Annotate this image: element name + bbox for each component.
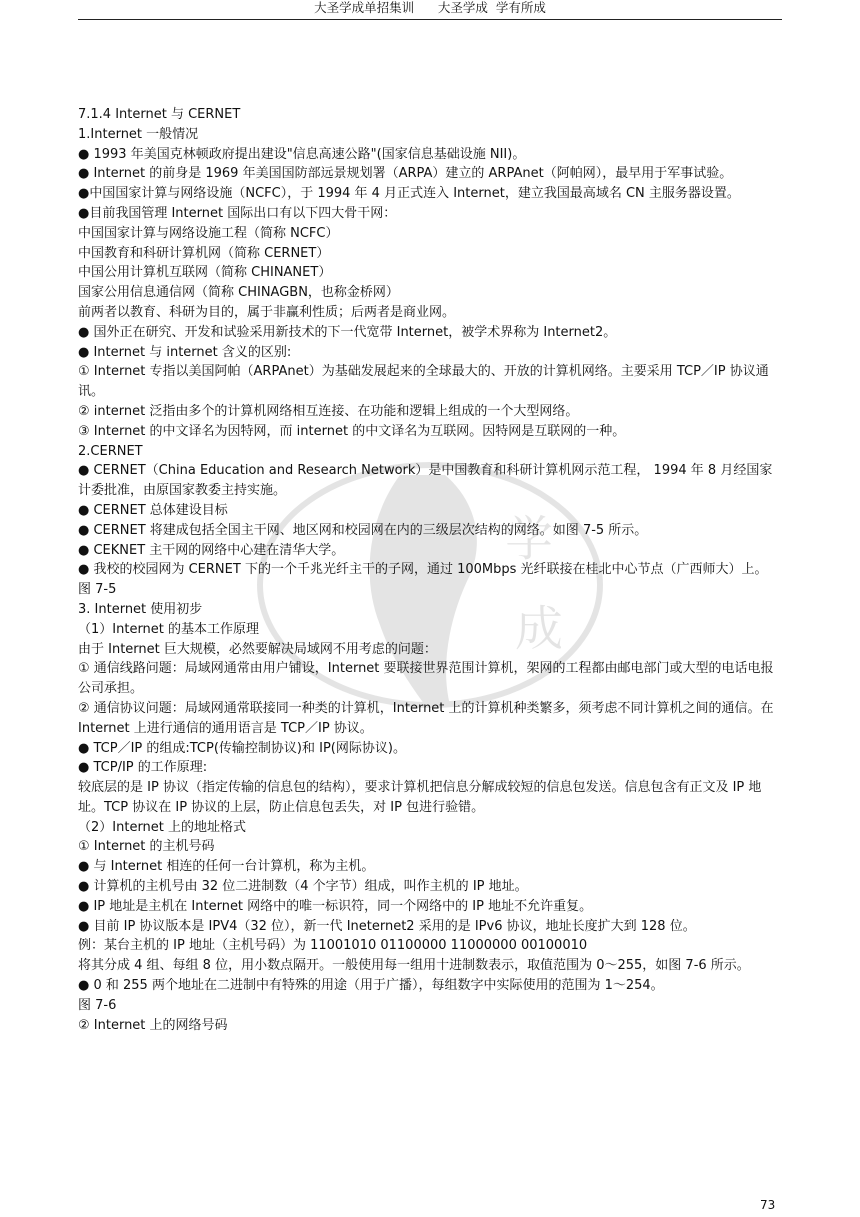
text-line: 3. Internet 使用初步 (78, 601, 203, 617)
text-line: 例：某台主机的 IP 地址（主机号码）为 11001010 01100000 11000000 00100010 (78, 938, 588, 954)
document-body (78, 105, 784, 1035)
text-line: 1.Internet 一般情况 (78, 126, 199, 142)
text-line: 将其分成 4 组、每组 8 位，用小数点隔开。一般使用每一组用十进制数表示，取值范围为 0～255，如图 7-6 所示。 (78, 958, 750, 974)
text-line: ● 0 和 255 两个地址在二进制中有特殊的用途（用于广播），每组数字中实际使用的范围为 1～254。 (78, 978, 664, 994)
text-line: 中国教育和科研计算机网（简称 CERNET） (78, 245, 330, 261)
text-line: ① Internet 专指以美国阿帕（ARPAnet）为基础发展起来的全球最大的、开放的计算机网络。主要采用 TCP／IP 协议通讯。 (78, 364, 769, 400)
text-line: ●中国国家计算与网络设施（NCFC），于 1994 年 4 月正式连入 Internet，建立我国最高域名 CN 主服务器设置。 (78, 186, 740, 202)
text-line: ● TCP/IP 的工作原理: (78, 760, 208, 776)
text-line: ① 通信线路问题：局域网通常由用户铺设，Internet 要联接世界范围计算机，架网的工程都由邮电部门或大型的电话电报公司承担。 (78, 661, 774, 697)
page-header: 大圣学成单招集训 大圣学成 学有所成 (78, 0, 782, 20)
text-line: ● IP 地址是主机在 Internet 网络中的唯一标识符，同一个网络中的 IP 地址不允许重复。 (78, 898, 593, 914)
text-line: ● 国外正在研究、开发和试验采用新技术的下一代宽带 Internet，被学术界称为 Internet2。 (78, 324, 617, 340)
text-line: ● Internet 与 internet 含义的区别: (78, 344, 292, 360)
text-line: ● 计算机的主机号由 32 位二进制数（4 个字节）组成，叫作主机的 IP 地址。 (78, 879, 528, 895)
text-line: 由于 Internet 巨大规模，必然要解决局域网不用考虑的问题： (78, 641, 437, 657)
text-line: ● TCP／IP 的组成:TCP(传输控制协议)和 IP(网际协议)。 (78, 740, 406, 756)
text-line: ② Internet 上的网络号码 (78, 1017, 228, 1033)
text-line: ② internet 泛指由多个的计算机网络相互连接、在功能和逻辑上组成的一个大型网络。 (78, 403, 579, 419)
text-line: ● 与 Internet 相连的任何一台计算机，称为主机。 (78, 859, 375, 875)
text-line: 中国国家计算与网络设施工程（简称 NCFC） (78, 225, 339, 241)
text-line: ● 我校的校园网为 CERNET 下的一个千兆光纤主干的子网，通过 100Mbps 光纤联接在桂北中心节点（广西师大）上。 (78, 562, 768, 578)
text-line: ● CEKNET 主干网的网络中心建在清华大学。 (78, 542, 345, 558)
text-line: （1）Internet 的基本工作原理 (78, 621, 260, 637)
text-line: ●目前我国管理 Internet 国际出口有以下四大骨干网： (78, 205, 397, 221)
text-line: ● CERNET 总体建设目标 (78, 502, 228, 518)
text-line: ● 目前 IP 协议版本是 IPV4（32 位），新一代 Ineternet2 采用的是 IPv6 协议，地址长度扩大到 128 位。 (78, 918, 696, 934)
text-line: ● CERNET 将建成包括全国主干网、地区网和校园网在内的三级层次结构的网络。如图 7-5 所示。 (78, 522, 648, 538)
text-line: ● CERNET（China Education and Research Network）是中国教育和科研计算机网示范工程， 1994 年 8 月经国家计委批准，由原国家教委主持实施。 (78, 463, 773, 499)
text-line: 2.CERNET (78, 443, 143, 459)
text-line: ● 1993 年美国克林顿政府提出建设"信息高速公路"(国家信息基础设施 NII)。 (78, 146, 526, 162)
watermark-char-2: 成 (515, 601, 564, 657)
text-line: ② 通信协议问题：局域网通常联接同一种类的计算机，Internet 上的计算机种类繁多，须考虑不同计算机之间的通信。在 Internet 上进行通信的通用语言是 TCP／IP 协议。 (78, 700, 774, 736)
text-line: 较底层的是 IP 协议（指定传输的信息包的结构），要求计算机把信息分解成较短的信息包发送。信息包含有正文及 IP 地址。TCP 协议在 IP 协议的上层，防止信息包丢失，对 IP 包进行验错。 (78, 780, 762, 815)
text-line: 国家公用信息通信网（简称 CHINAGBN，也称金桥网） (78, 285, 399, 301)
text-line: 中国公用计算机互联网（简称 CHINANET） (78, 265, 332, 281)
text-line: 图 7-6 (78, 997, 117, 1013)
text-line: 图 7-5 (78, 582, 117, 598)
text-line: ● Internet 的前身是 1969 年美国国防部远景规划署（ARPA）建立的 ARPAnet（阿帕网），最早用于军事试验。 (78, 166, 733, 182)
watermark-char-1: 学 (505, 511, 554, 567)
text-line: 前两者以教育、科研为目的，属于非赢利性质；后两者是商业网。 (78, 304, 456, 320)
text-line: ① Internet 的主机号码 (78, 839, 215, 855)
text-line: ③ Internet 的中文译名为因特网，而 internet 的中文译名为互联网。因特网是互联网的一种。 (78, 423, 626, 439)
text-line: （2）Internet 上的地址格式 (78, 819, 247, 835)
text-line: 7.1.4 Internet 与 CERNET (78, 107, 241, 122)
page-number: 73 (760, 1198, 776, 1212)
